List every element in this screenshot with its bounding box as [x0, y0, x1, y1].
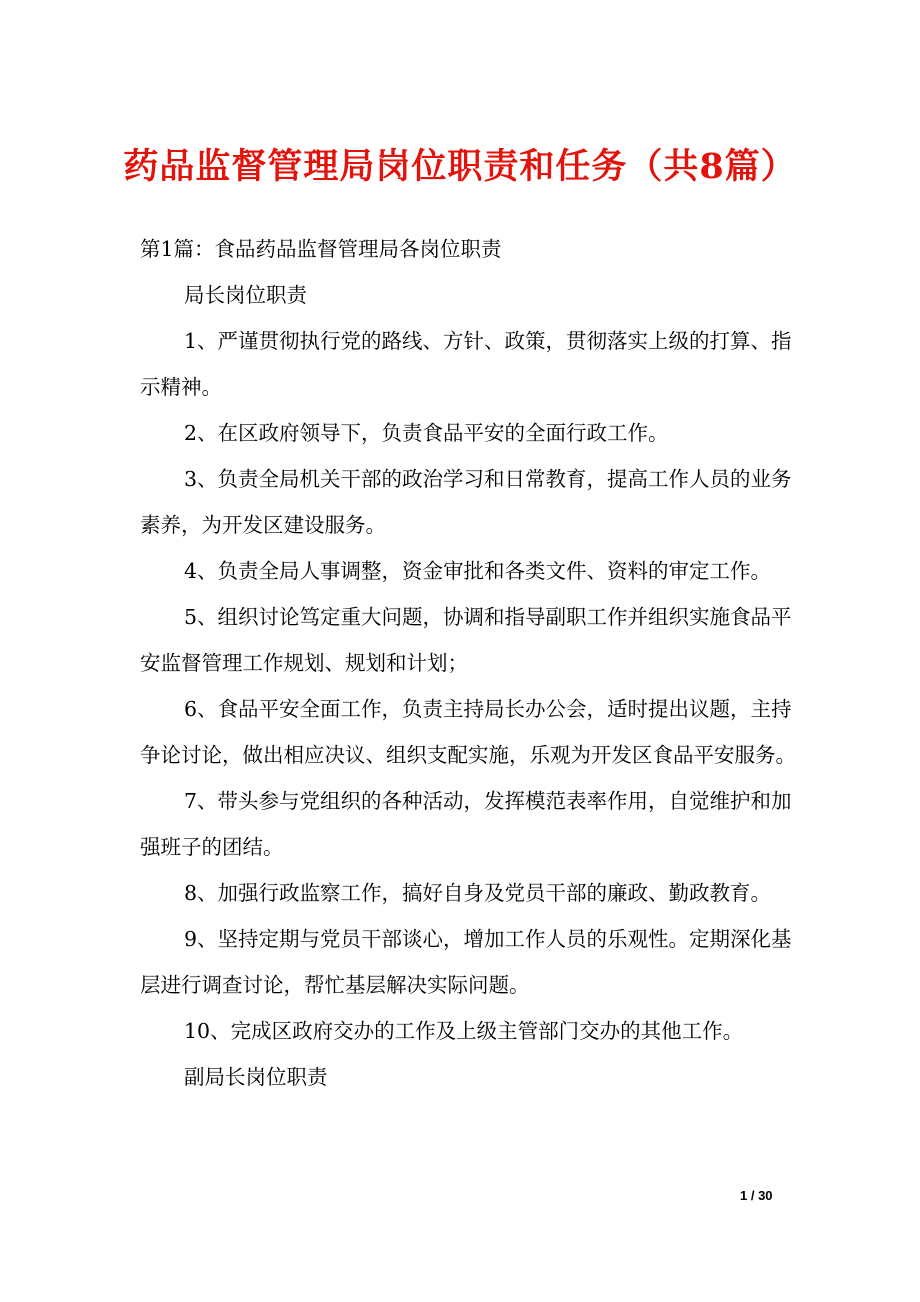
- duty-item-6: 6、食品平安全面工作，负责主持局长办公会，适时提出议题，主持争论讨论，做出相应决议、组织支配实施，乐观为开发区食品平安服务。: [140, 697, 796, 767]
- duty-item-5: 5、组织讨论笃定重大问题，协调和指导副职工作并组织实施食品平安监督管理工作规划、规划和计划；: [140, 605, 792, 675]
- section-heading: 第1篇：食品药品监督管理局各岗位职责: [140, 237, 502, 261]
- duty-item-10: 10、完成区政府交办的工作及上级主管部门交办的其他工作。: [184, 1019, 744, 1043]
- document-body: [140, 226, 800, 1100]
- duty-item-2: 2、在区政府领导下，负责食品平安的全面行政工作。: [184, 421, 669, 445]
- subheading-deputy-director-duties: 副局长岗位职责: [184, 1065, 328, 1089]
- duty-item-4: 4、负责全局人事调整，资金审批和各类文件、资料的审定工作。: [184, 559, 772, 583]
- subheading-director-duties: 局长岗位职责: [184, 283, 307, 307]
- document-title: 药品监督管理局岗位职责和任务（共8篇）: [123, 146, 797, 187]
- page-number: 1 / 30: [740, 1188, 773, 1203]
- duty-item-9: 9、坚持定期与党员干部谈心，增加工作人员的乐观性。定期深化基层进行调查讨论，帮忙基层解决实际问题。: [140, 927, 792, 997]
- duty-item-3: 3、负责全局机关干部的政治学习和日常教育，提高工作人员的业务素养，为开发区建设服务。: [140, 467, 792, 537]
- duty-item-7: 7、带头参与党组织的各种活动，发挥模范表率作用，自觉维护和加强班子的团结。: [140, 789, 792, 859]
- duty-item-1: 1、严谨贯彻执行党的路线、方针、政策，贯彻落实上级的打算、指示精神。: [140, 329, 792, 399]
- duty-item-8: 8、加强行政监察工作，搞好自身及党员干部的廉政、勤政教育。: [184, 881, 772, 905]
